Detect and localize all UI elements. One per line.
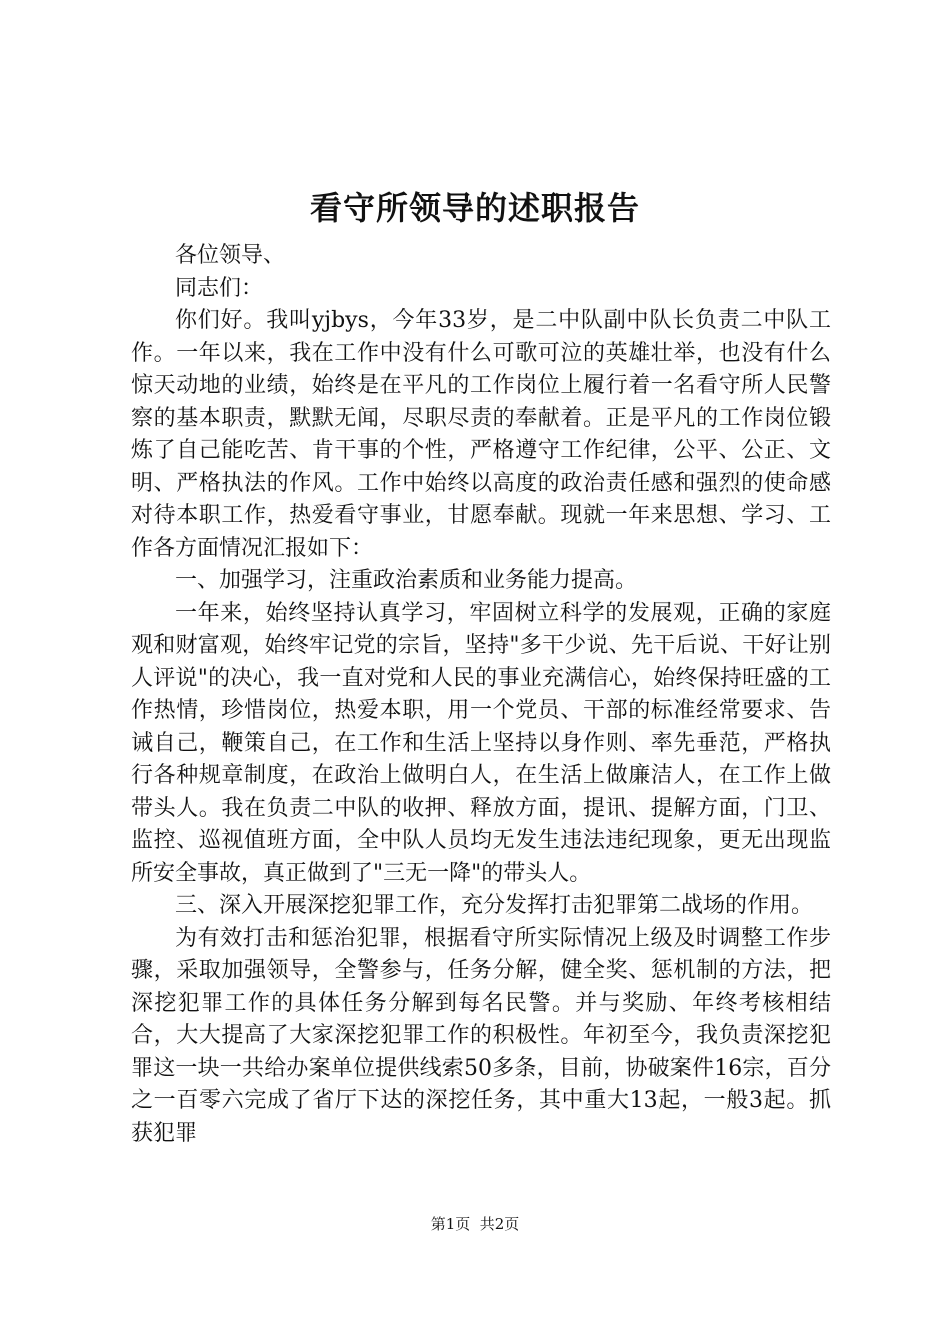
paragraph-section-1: 一年来，始终坚持认真学习，牢固树立科学的发展观，正确的家庭观和财富观，始终牢记党的宗旨，坚持"多干少说、先干后说、干好让别人评说"的决心，我一直对党和人民的事业充满信心，始终保持旺盛的工作热情，珍惜岗位，热爱本职，用一个党员、干部的标准经常要求、告诫自己，鞭策自己，在工作和生活上坚持以身作则、率先垂范，严格执行各种规章制度，在政治上做明白人，在生活上做廉洁人，在工作上做带头人。我在负责二中队的收押、释放方面，提讯、提解方面，门卫、监控、巡视值班方面，全中队人员均无发生违法违纪现象，更无出现监所安全事故，真正做到了"三无一降"的带头人。 bbox=[131, 600, 831, 886]
section-heading-1: 一、加强学习，注重政治素质和业务能力提高。 bbox=[175, 568, 638, 593]
paragraph-introduction: 你们好。我叫yjbys，今年33岁，是二中队副中队长负责二中队工作。一年以来，我在工作中没有什么可歌可泣的英雄壮举，也没有什么惊天动地的业绩，始终是在平凡的工作岗位上履行着一名看守所人民警察的基本职责，默默无闻，尽职尽责的奉献着。正是平凡的工作岗位锻炼了自己能吃苦、肯干事的个性，严格遵守工作纪律，公平、公正、文明、严格执法的作风。工作中始终以高度的政治责任感和强烈的使命感对待本职工作，热爱看守事业，甘愿奉献。现就一年来思想、学习、工作各方面情况汇报如下： bbox=[131, 308, 831, 561]
document-title: 看守所领导的述职报告 bbox=[309, 189, 640, 227]
paragraph-salutation-1: 各位领导、 bbox=[175, 243, 286, 268]
paragraph-salutation-2: 同志们： bbox=[175, 275, 264, 301]
page-footer: 第1页 共2页 bbox=[430, 1215, 520, 1233]
section-heading-3: 三、深入开展深挖犯罪工作，充分发挥打击犯罪第二战场的作用。 bbox=[175, 893, 814, 918]
document-body bbox=[131, 240, 831, 1150]
paragraph-section-3: 为有效打击和惩治犯罪，根据看守所实际情况上级及时调整工作步骤，采取加强领导，全警参与，任务分解，健全奖、惩机制的方法，把深挖犯罪工作的具体任务分解到每名民警。并与奖励、年终考核相结合，大大提高了大家深挖犯罪工作的积极性。年初至今，我负责深挖犯罪这一块一共给办案单位提供线索50多条，目前，协破案件16宗，百分之一百零六完成了省厅下达的深挖任务，其中重大13起，一般3起。抓获犯罪 bbox=[131, 925, 831, 1146]
